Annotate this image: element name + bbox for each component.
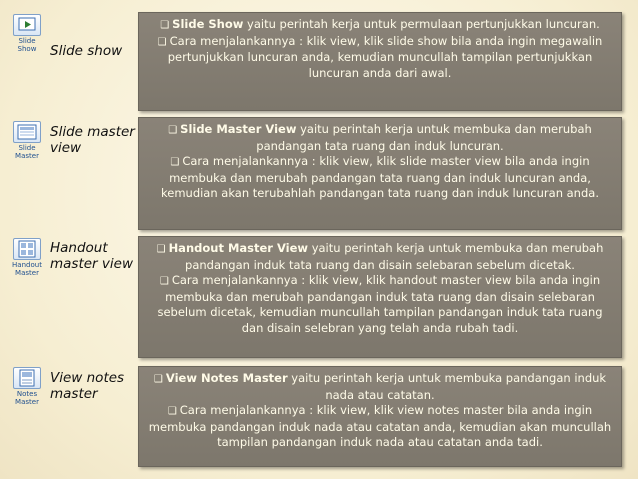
command-title: Handout Master View bbox=[168, 241, 309, 255]
how-to-text: Cara menjalankannya : klik view, klik handout master view bila anda ingin membuka dan merubah pandangan induk tata ruang dan disain selebaran sebelum dicetak, kemudian muncullah tampilan pandangan induk tata ruang dan disain selebran yang telah anda rubah tadi. bbox=[157, 273, 603, 335]
bullet-icon: ❑ bbox=[160, 20, 170, 31]
row-label-slide-master: Slide master view bbox=[50, 124, 135, 156]
command-title: Slide Show bbox=[172, 17, 244, 31]
bullet-icon: ❑ bbox=[159, 276, 169, 288]
command-title: View Notes Master bbox=[165, 371, 288, 385]
command-description: yaitu perintah kerja untuk membuka dan merubah pandangan induk tata ruang dan disain selebaran sebelum dicetak. bbox=[185, 241, 604, 272]
description-box-slide-show bbox=[138, 12, 622, 111]
row-label-notes-master: View notes master bbox=[50, 370, 125, 402]
description-line bbox=[147, 371, 613, 403]
description-line bbox=[147, 17, 613, 34]
command-title: Slide Master View bbox=[180, 122, 297, 136]
bullet-icon: ❑ bbox=[170, 157, 180, 169]
slide-show-icon: Slide Show bbox=[9, 14, 45, 53]
bullet-icon: ❑ bbox=[168, 125, 178, 136]
row-label-slide-show: Slide show bbox=[50, 43, 123, 59]
notes-master-icon: Notes Master bbox=[9, 367, 45, 406]
description-line bbox=[147, 241, 613, 273]
bullet-icon: ❑ bbox=[156, 244, 166, 255]
how-to-line bbox=[147, 34, 613, 82]
description-box-slide-master bbox=[138, 117, 622, 230]
how-to-text: Cara menjalankannya : klik view, klik view notes master bila anda ingin membuka pandangan induk nada atau catatan anda, kemudian akan muncullah tampilan pandangan induk nada atau catatan anda tadi. bbox=[148, 403, 612, 450]
how-to-text: Cara menjalankannya : klik view, klik slide show bila anda ingin megawalin pertunjukkan luncuran anda, kemudian muncullah tampilan pertunjukkan luncuran anda dari awal. bbox=[167, 33, 603, 80]
bullet-icon: ❑ bbox=[157, 36, 167, 48]
slide-master-icon: Slide Master bbox=[9, 121, 45, 160]
how-to-line bbox=[147, 273, 613, 336]
description-box-handout-master bbox=[138, 236, 622, 358]
how-to-line bbox=[147, 154, 613, 202]
bullet-icon: ❑ bbox=[153, 374, 163, 385]
description-line bbox=[147, 122, 613, 154]
description-box-notes-master bbox=[138, 366, 622, 467]
row-label-handout-master: Handout master view bbox=[50, 240, 133, 272]
how-to-line bbox=[147, 403, 613, 451]
command-description: yaitu perintah kerja untuk membuka pandangan induk nada atau catatan. bbox=[287, 371, 607, 402]
bullet-icon: ❑ bbox=[167, 406, 177, 418]
handout-master-icon: Handout Master bbox=[9, 238, 45, 277]
command-description: yaitu perintah kerja untuk membuka dan merubah pandangan tata ruang dan induk luncuran. bbox=[256, 122, 592, 153]
how-to-text: Cara menjalankannya : klik view, klik slide master view bila anda ingin membuka dan merubah pandangan tata ruang dan induk luncuran anda, kemudian akan terubahlah pandangan tata ruang dan induk luncuran anda. bbox=[161, 154, 599, 201]
command-description: yaitu perintah kerja untuk permulaan pertunjukkan luncuran. bbox=[243, 17, 600, 31]
